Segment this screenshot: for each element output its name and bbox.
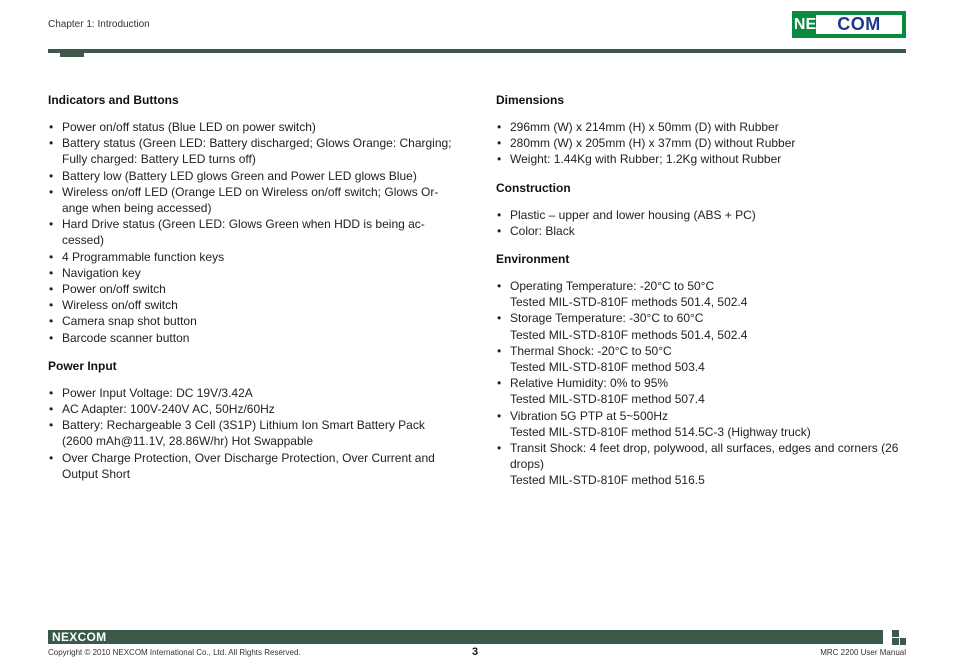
list-item [496,408,910,440]
list-item [48,401,458,417]
list-item [48,265,458,281]
list-item [48,450,458,482]
list-item-text: • Hard Drive status (Green LED: Glows Green when HDD is being ac-cessed) [62,217,425,248]
list-item-subtext: Tested MIL-STD-810F methods 501.4, 502.4 [510,295,748,310]
logo-text: COM [837,14,881,34]
list-item [48,119,458,135]
section-heading: Environment [496,252,570,267]
list-item-text: • 4 Programmable function keys [62,249,225,264]
list-item-subtext: Tested MIL-STD-810F methods 501.4, 502.4 [510,327,748,342]
page-number: 3 [472,646,479,658]
bullet-list [496,119,910,168]
list-item-text: • 296mm (W) x 214mm (H) x 50mm (D) with Rubber [510,120,779,134]
list-item-text: • Power on/off switch [62,282,166,297]
list-item [496,343,910,375]
left-column [48,92,458,494]
list-item-text: • Power on/off status (Blue LED on power switch) [62,120,316,134]
list-item [496,278,910,310]
list-item [496,119,910,135]
footer-accent-square [892,630,899,637]
list-item-text: • Wireless on/off switch [62,298,178,313]
list-item-text: • Thermal Shock: -20°C to 50°C [510,343,672,358]
list-item-text: • Vibration 5G PTP at 5~500Hz [510,408,668,423]
list-item [496,207,910,223]
list-item-text: • Relative Humidity: 0% to 95% [510,376,669,391]
nexcom-logo [792,11,906,38]
list-item-text: • Power Input Voltage: DC 19V/3.42A [62,385,253,400]
list-item-text: • Transit Shock: 4 feet drop, polywood, all surfaces, edges and corners (26 drops) [510,441,899,472]
list-item [496,223,910,239]
logo-mark: NE [793,15,817,33]
right-column [496,92,910,501]
list-item-subtext: Tested MIL-STD-810F method 516.5 [510,473,705,488]
list-item [48,281,458,297]
list-item-text: • Navigation key [62,265,141,280]
copyright-text: Copyright © 2010 NEXCOM International Co., Ltd. All Rights Reserved. [48,648,301,657]
list-item [48,385,458,401]
section-heading: Dimensions [496,93,565,107]
footer-accent-square [900,638,906,645]
header-tab-accent [60,49,84,57]
list-item [496,151,910,167]
list-item-text: • Battery status (Green LED: Battery discharged; Glows Orange: Charging; Fully charged: Battery LED turns off) [62,136,452,167]
footer-bar [48,630,883,644]
list-item-subtext: Tested MIL-STD-810F method 514.5C-3 (Highway truck) [510,424,811,439]
list-item [48,330,458,346]
list-item [48,297,458,313]
list-item-text: • Color: Black [510,223,575,238]
list-item-text: • Barcode scanner button [62,330,190,345]
section-heading: Power Input [48,358,117,373]
list-item-text: • Battery low (Battery LED glows Green and Power LED glows Blue) [62,168,417,183]
list-item [48,249,458,265]
list-item [496,135,910,151]
list-item [48,417,458,449]
list-item-text: • Operating Temperature: -20°C to 50°C [510,279,715,294]
list-item [496,440,910,489]
footer-logo: NEXCOM [52,630,107,644]
list-item-text: • Over Charge Protection, Over Discharge Protection, Over Current and Output Short [62,450,435,481]
section-heading: Construction [496,180,571,195]
list-item-text: • Weight: 1.44Kg with Rubber; 1.2Kg without Rubber [510,152,782,167]
bullet-list [496,278,910,489]
section-heading: Indicators and Buttons [48,93,179,107]
list-item-subtext: Tested MIL-STD-810F method 507.4 [510,392,705,407]
list-item [48,313,458,329]
list-item-text: • Battery: Rechargeable 3 Cell (3S1P) Lithium Ion Smart Battery Pack (2600 mAh@11.1V, 28.86W/hr) Hot Swappable [62,418,425,449]
footer-accent-square [892,638,899,645]
list-item-text: • Camera snap shot button [62,314,197,329]
list-item [48,216,458,248]
list-item [48,168,458,184]
list-item-text: • AC Adapter: 100V-240V AC, 50Hz/60Hz [62,402,275,417]
bullet-list [48,119,458,346]
manual-title: MRC 2200 User Manual [820,648,906,657]
list-item-text: • 280mm (W) x 205mm (H) x 37mm (D) without Rubber [510,136,796,151]
list-item-text: • Storage Temperature: -30°C to 60°C [510,311,704,326]
list-item [48,184,458,216]
list-item [496,375,910,407]
bullet-list [48,385,458,482]
header-divider [48,49,906,53]
list-item-text: • Wireless on/off LED (Orange LED on Wireless on/off switch; Glows Or-ange when being accessed) [62,184,439,216]
bullet-list [496,207,910,239]
list-item-text: • Plastic – upper and lower housing (ABS + PC) [510,207,756,222]
chapter-label: Chapter 1: Introduction [48,19,150,30]
list-item-subtext: Tested MIL-STD-810F method 503.4 [510,360,705,375]
list-item [496,310,910,342]
list-item [48,135,458,167]
